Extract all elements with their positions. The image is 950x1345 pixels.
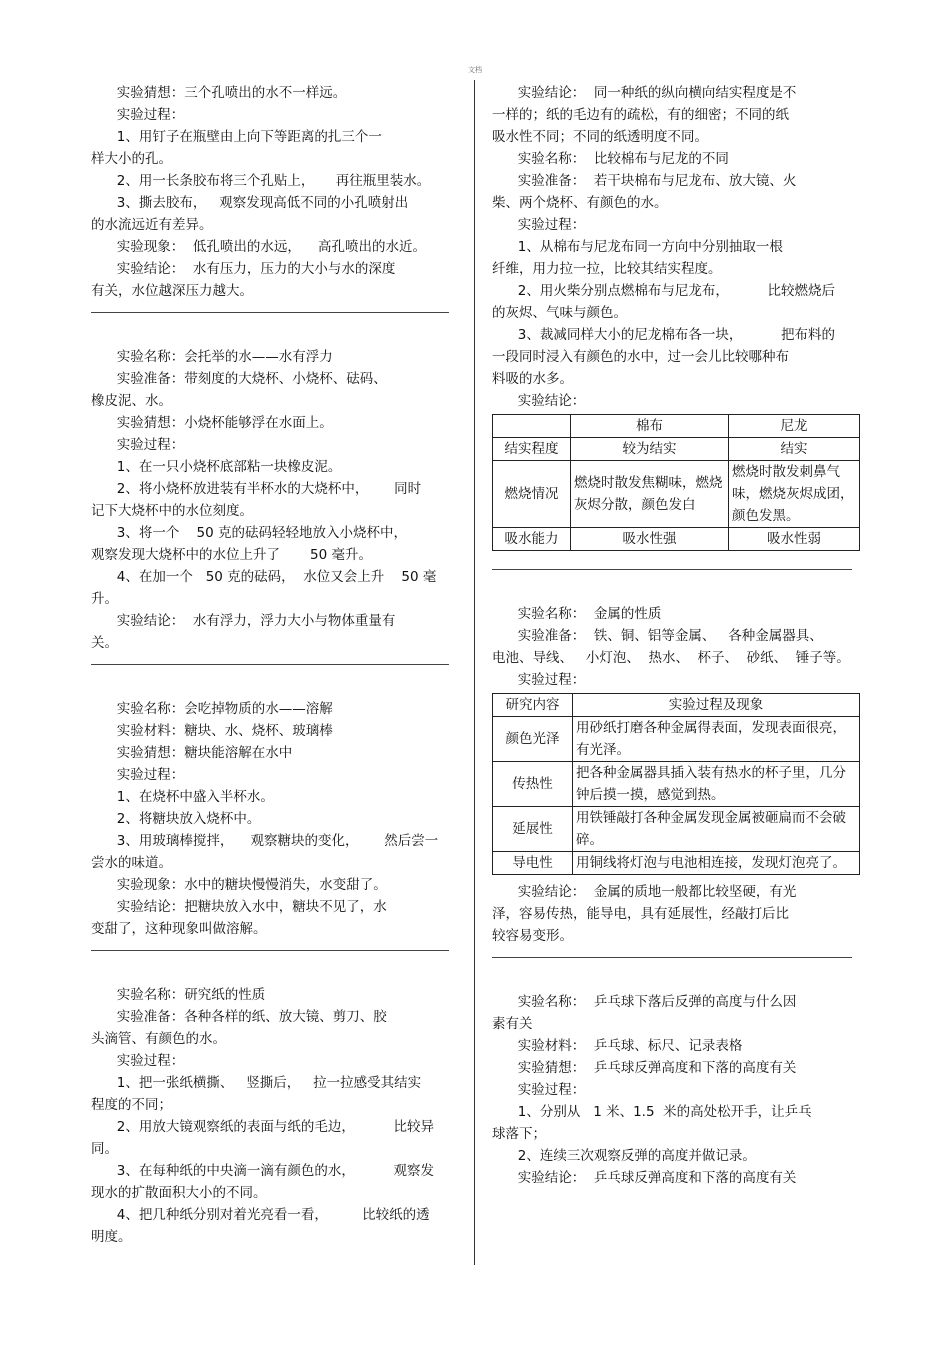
text-line: 头滴管、有颜色的水。 xyxy=(91,1031,226,1047)
table-header-cell: 尼龙 xyxy=(729,415,860,438)
text-line: 的水流远近有差异。 xyxy=(91,217,213,233)
table-cell: 颜色光泽 xyxy=(493,717,573,762)
text-line: 一样的；纸的毛边有的疏松，有的细密；不同的纸 xyxy=(492,107,789,123)
text-line: 实验结论：把糖块放入水中，糖块不见了，水 xyxy=(91,899,387,915)
text-line: 1、在一只小烧杯底部粘一块橡皮泥。 xyxy=(91,459,342,475)
text-line: 实验名称： 乒乓球下落后反弹的高度与什么因 xyxy=(492,994,797,1010)
section-separator xyxy=(492,569,852,570)
table-cell: 结实 xyxy=(729,438,860,461)
text-line: 实验名称：研究纸的性质 xyxy=(91,987,266,1003)
text-line: 实验名称： 比较棉布与尼龙的不同 xyxy=(492,151,729,167)
text-line: 3、撕去胶布， 观察发现高低不同的小孔喷射出 xyxy=(91,195,409,211)
text-line: 3、裁减同样大小的尼龙棉布各一块， 把布料的 xyxy=(492,327,835,343)
text-line: 1、在烧杯中盛入半杯水。 xyxy=(91,789,274,805)
text-line: 素有关 xyxy=(492,1016,533,1032)
text-line: 实验名称：会吃掉物质的水——溶解 xyxy=(91,701,333,717)
text-line: 实验结论： 水有压力，压力的大小与水的深度 xyxy=(91,261,396,277)
text-line: 泽，容易传热，能导电，具有延展性，经敲打后比 xyxy=(492,906,789,922)
table-cell: 用铜线将灯泡与电池相连接，发现灯泡亮了。 xyxy=(573,852,860,875)
text-line: 柴、两个烧杯、有颜色的水。 xyxy=(492,195,668,211)
table-header-cell: 实验过程及现象 xyxy=(573,694,860,717)
left-column xyxy=(91,82,449,1248)
table-row xyxy=(493,717,860,762)
text-line: 3、将一个 50 克的砝码轻轻地放入小烧杯中， xyxy=(91,525,407,541)
text-line: 2、将小烧杯放进装有半杯水的大烧杯中， 同时 xyxy=(91,481,422,497)
table-cell: 吸水性弱 xyxy=(729,528,860,551)
text-line: 实验过程： xyxy=(91,107,185,123)
section-separator xyxy=(91,950,449,951)
text-line: 1、从棉布与尼龙布同一方向中分别抽取一根 xyxy=(492,239,783,255)
text-line: 吸水性不同；不同的纸透明度不同。 xyxy=(492,129,708,145)
table-row xyxy=(493,461,860,528)
table-cell: 燃烧情况 xyxy=(493,461,571,528)
text-line: 实验过程： xyxy=(91,1053,185,1069)
text-line: 同。 xyxy=(91,1141,118,1157)
text-line: 2、连续三次观察反弹的高度并做记录。 xyxy=(492,1148,756,1164)
text-line: 明度。 xyxy=(91,1229,132,1245)
text-line: 实验过程： xyxy=(492,1082,586,1098)
text-line: 记下大烧杯中的水位刻度。 xyxy=(91,503,253,519)
text-line: 橡皮泥、水。 xyxy=(91,393,172,409)
text-line: 实验名称： 金属的性质 xyxy=(492,606,662,622)
text-line: 实验过程： xyxy=(91,767,185,783)
table-cell: 导电性 xyxy=(493,852,573,875)
experiment-section xyxy=(492,82,860,551)
table-row xyxy=(493,762,860,807)
column-divider xyxy=(474,80,475,1265)
text-line: 2、将糖块放入烧杯中。 xyxy=(91,811,261,827)
table-cell: 燃烧时散发刺鼻气味，燃烧灰烬成团，颜色发黑。 xyxy=(729,461,860,528)
text-line: 4、把几种纸分别对着光亮看一看， 比较纸的透 xyxy=(91,1207,430,1223)
text-line: 实验结论： xyxy=(492,393,586,409)
text-line: 尝水的味道。 xyxy=(91,855,172,871)
table-header-cell: 研究内容 xyxy=(493,694,573,717)
experiment-section xyxy=(492,603,860,947)
table-cell: 把各种金属器具插入装有热水的杯子里，几分钟后摸一摸，感觉到热。 xyxy=(573,762,860,807)
table-cell: 吸水能力 xyxy=(493,528,571,551)
text-line: 实验猜想：小烧杯能够浮在水面上。 xyxy=(91,415,333,431)
text-line: 1、用钉子在瓶壁由上向下等距离的扎三个一 xyxy=(91,129,382,145)
table-cell: 燃烧时散发焦糊味，燃烧灰烬分散，颜色发白 xyxy=(571,461,729,528)
table-cell: 结实程度 xyxy=(493,438,571,461)
text-line: 2、用放大镜观察纸的表面与纸的毛边， 比较异 xyxy=(91,1119,434,1135)
experiment-section xyxy=(91,984,449,1248)
experiment-section xyxy=(91,346,449,654)
text-line: 料吸的水多。 xyxy=(492,371,573,387)
table-header-row xyxy=(493,694,860,717)
table-row xyxy=(493,438,860,461)
text-line: 3、在每种纸的中央滴一滴有颜色的水， 观察发 xyxy=(91,1163,434,1179)
text-line: 4、在加一个 50 克的砝码， 水位又会上升 50 毫 xyxy=(91,569,437,585)
table-cell: 吸水性强 xyxy=(571,528,729,551)
text-line: 实验名称：会托举的水——水有浮力 xyxy=(91,349,333,365)
text-line: 实验准备：带刻度的大烧杯、小烧杯、砝码、 xyxy=(91,371,387,387)
text-line: 电池、导线、 小灯泡、 热水、 杯子、 砂纸、 锤子等。 xyxy=(492,650,850,666)
text-line: 1、分别从 1 米、1.5 米的高处松开手，让乒乓 xyxy=(492,1104,812,1120)
text-line: 升。 xyxy=(91,591,118,607)
text-line: 实验材料： 乒乓球、标尺、记录表格 xyxy=(492,1038,743,1054)
experiment-section xyxy=(91,82,449,302)
text-line: 一段同时浸入有颜色的水中，过一会儿比较哪种布 xyxy=(492,349,789,365)
text-line: 较容易变形。 xyxy=(492,928,573,944)
section-separator xyxy=(91,664,449,665)
data-table xyxy=(492,693,860,875)
table-cell: 延展性 xyxy=(493,807,573,852)
text-line: 球落下； xyxy=(492,1126,546,1142)
table-cell: 较为结实 xyxy=(571,438,729,461)
table-cell: 用铁锤敲打各种金属发现金属被砸扁而不会破碎。 xyxy=(573,807,860,852)
text-line: 2、用火柴分别点燃棉布与尼龙布， 比较燃烧后 xyxy=(492,283,835,299)
text-line: 实验材料：糖块、水、烧杯、玻璃棒 xyxy=(91,723,333,739)
right-column xyxy=(492,82,860,1189)
text-line: 现水的扩散面积大小的不同。 xyxy=(91,1185,267,1201)
text-line: 实验现象：水中的糖块慢慢消失，水变甜了。 xyxy=(91,877,387,893)
section-separator xyxy=(492,957,852,958)
table-row xyxy=(493,528,860,551)
section-separator xyxy=(91,312,449,313)
text-line: 2、用一长条胶布将三个孔贴上， 再往瓶里装水。 xyxy=(91,173,431,189)
table-cell: 用砂纸打磨各种金属得表面，发现表面很亮，有光泽。 xyxy=(573,717,860,762)
text-line: 样大小的孔。 xyxy=(91,151,172,167)
text-line: 实验准备： 若干块棉布与尼龙布、放大镜、火 xyxy=(492,173,797,189)
table-row xyxy=(493,852,860,875)
text-line: 实验准备： 铁、铜、铝等金属、 各种金属器具、 xyxy=(492,628,823,644)
text-line: 实验过程： xyxy=(492,217,586,233)
text-line: 实验猜想：糖块能溶解在水中 xyxy=(91,745,293,761)
text-line: 纤维，用力拉一拉，比较其结实程度。 xyxy=(492,261,722,277)
text-line: 的灰烬、气味与颜色。 xyxy=(492,305,627,321)
text-line: 实验结论： 同一种纸的纵向横向结实程度是不 xyxy=(492,85,797,101)
text-line: 实验准备：各种各样的纸、放大镜、剪刀、胶 xyxy=(91,1009,387,1025)
text-line: 实验猜想： 乒乓球反弹高度和下落的高度有关 xyxy=(492,1060,797,1076)
text-line: 有关，水位越深压力越大。 xyxy=(91,283,253,299)
text-line: 程度的不同； xyxy=(91,1097,172,1113)
text-line: 变甜了，这种现象叫做溶解。 xyxy=(91,921,267,937)
text-line: 实验过程： xyxy=(91,437,185,453)
text-line: 3、用玻璃棒搅拌， 观察糖块的变化， 然后尝一 xyxy=(91,833,439,849)
text-line: 1、把一张纸横撕、 竖撕后， 拉一拉感受其结实 xyxy=(91,1075,422,1091)
table-header-row xyxy=(493,415,860,438)
table-header-cell xyxy=(493,415,571,438)
table-header-cell: 棉布 xyxy=(571,415,729,438)
data-table xyxy=(492,414,860,551)
header-watermark: 文档 xyxy=(468,66,482,74)
experiment-section xyxy=(492,991,860,1189)
text-line: 关。 xyxy=(91,635,118,651)
text-line: 实验过程： xyxy=(492,672,586,688)
table-cell: 传热性 xyxy=(493,762,573,807)
table-row xyxy=(493,807,860,852)
text-line: 实验结论： 乒乓球反弹高度和下落的高度有关 xyxy=(492,1170,797,1186)
text-line: 实验猜想：三个孔喷出的水不一样远。 xyxy=(91,85,347,101)
text-line: 实验结论： 金属的质地一般都比较坚硬，有光 xyxy=(492,884,797,900)
text-line: 实验现象： 低孔喷出的水远， 高孔喷出的水近。 xyxy=(91,239,426,255)
experiment-section xyxy=(91,698,449,940)
text-line: 实验结论： 水有浮力，浮力大小与物体重量有 xyxy=(91,613,396,629)
text-line: 观察发现大烧杯中的水位上升了 50 毫升。 xyxy=(91,547,373,563)
